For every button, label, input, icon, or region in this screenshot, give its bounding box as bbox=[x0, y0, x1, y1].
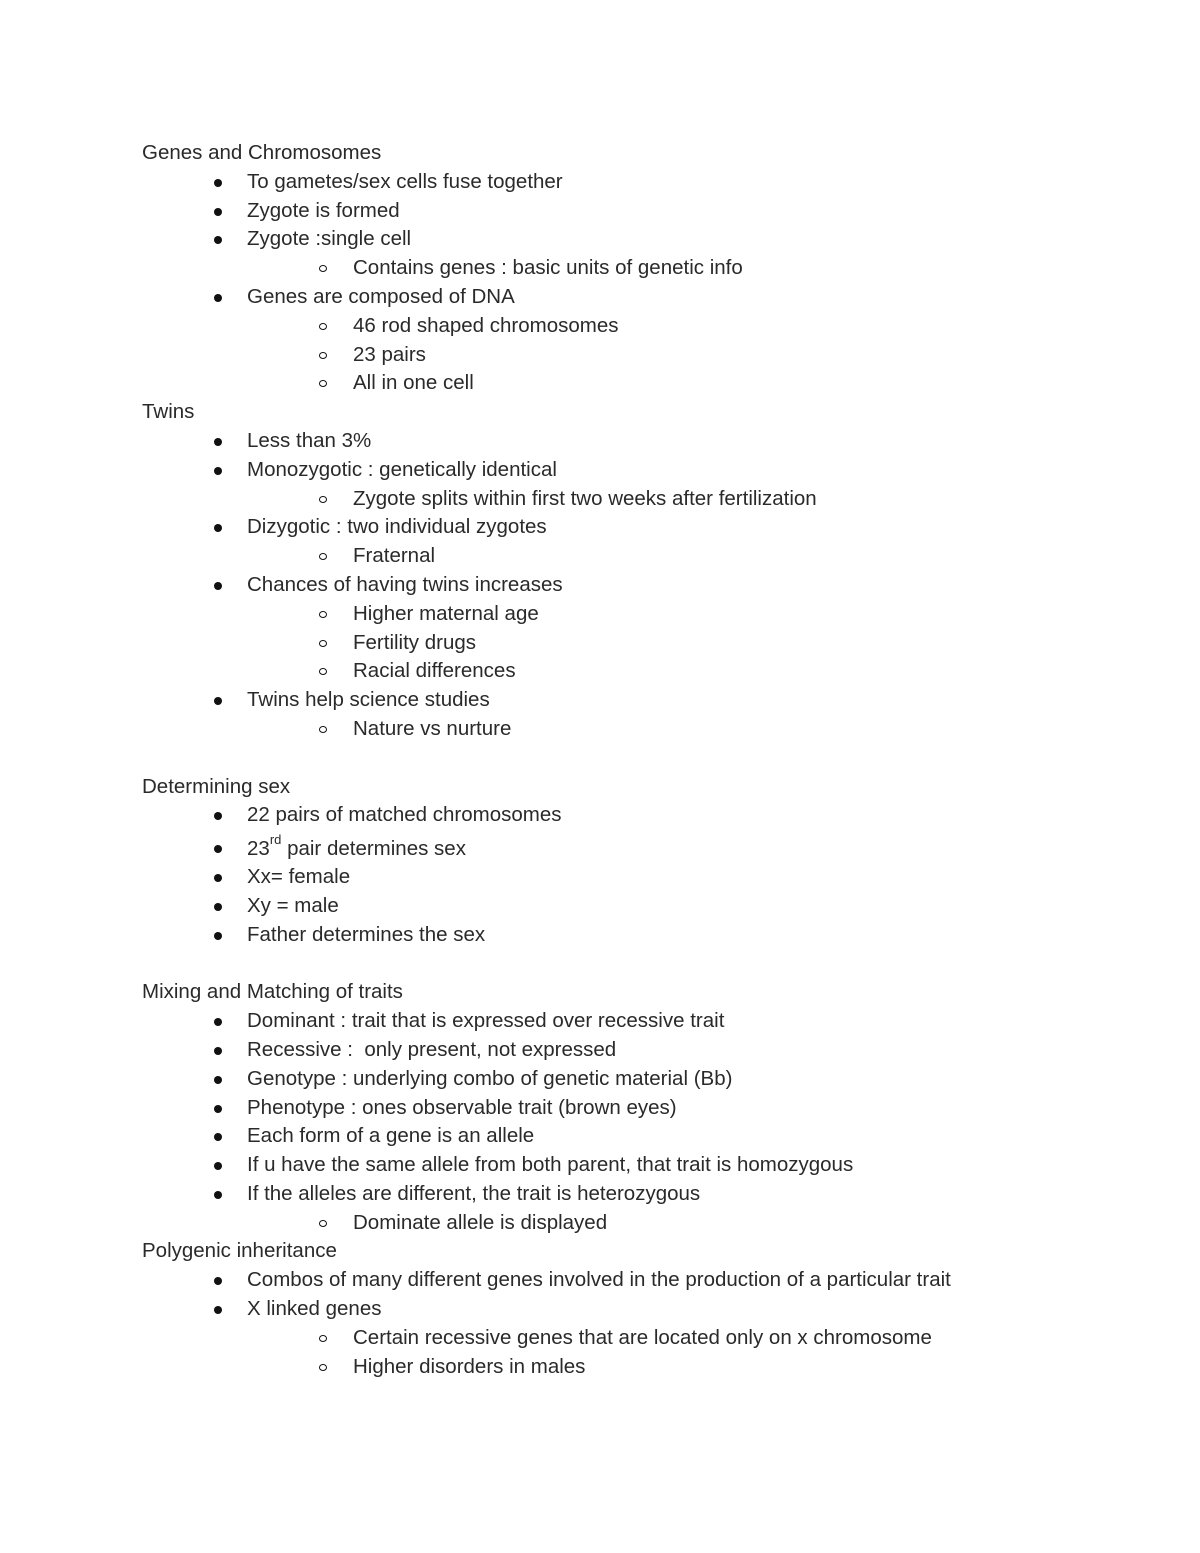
bullet-text: Chances of having twins increases bbox=[247, 572, 563, 596]
bullet-dot-icon bbox=[214, 1105, 222, 1113]
section-heading: Mixing and Matching of traits bbox=[142, 980, 403, 1004]
section-heading: Twins bbox=[142, 400, 195, 424]
sub-bullet-text: Dominate allele is displayed bbox=[353, 1210, 608, 1234]
bullet-dot-icon bbox=[214, 179, 222, 187]
bullet-item bbox=[142, 1036, 1142, 1065]
bullet-item bbox=[142, 1295, 1142, 1324]
bullet-dot-icon bbox=[214, 1191, 222, 1199]
sub-bullet-text: Contains genes : basic units of genetic info bbox=[353, 256, 743, 280]
bullet-circle-icon bbox=[319, 726, 327, 733]
document-body bbox=[142, 139, 1142, 1381]
bullet-item bbox=[142, 1065, 1142, 1094]
bullet-text: Genes are composed of DNA bbox=[247, 284, 515, 308]
bullet-text: Combos of many different genes involved in the production of a particular trait bbox=[247, 1268, 951, 1292]
bullet-item bbox=[142, 801, 1142, 830]
bullet-dot-icon bbox=[214, 812, 222, 820]
bullet-item bbox=[142, 921, 1142, 950]
sub-bullet-text: Racial differences bbox=[353, 659, 516, 683]
sub-bullet-text: Fertility drugs bbox=[353, 630, 477, 654]
bullet-item bbox=[142, 892, 1142, 921]
bullet-item bbox=[142, 225, 1142, 254]
sub-bullet-text: Higher maternal age bbox=[353, 601, 539, 625]
sub-bullet-text: Zygote splits within first two weeks after fertilization bbox=[353, 486, 817, 510]
bullet-item bbox=[142, 1151, 1142, 1180]
sub-bullet-item bbox=[142, 369, 1142, 398]
bullet-dot-icon bbox=[214, 236, 222, 244]
bullet-text: If the alleles are different, the trait is heterozygous bbox=[247, 1181, 701, 1205]
bullet-dot-icon bbox=[214, 932, 222, 940]
bullet-dot-icon bbox=[214, 1277, 222, 1285]
bullet-dot-icon bbox=[214, 697, 222, 705]
bullet-text: Zygote is formed bbox=[247, 198, 400, 222]
sub-bullet-item bbox=[142, 254, 1142, 283]
bullet-item bbox=[142, 830, 1142, 863]
bullet-dot-icon bbox=[214, 845, 222, 853]
bullet-item bbox=[142, 686, 1142, 715]
blank-line bbox=[142, 950, 1142, 979]
bullet-text: To gametes/sex cells fuse together bbox=[247, 169, 563, 193]
bullet-dot-icon bbox=[214, 438, 222, 446]
bullet-item bbox=[142, 168, 1142, 197]
bullet-circle-icon bbox=[319, 496, 327, 503]
bullet-text: X linked genes bbox=[247, 1297, 382, 1321]
section-heading: Determining sex bbox=[142, 774, 291, 798]
sub-bullet-item bbox=[142, 1353, 1142, 1382]
bullet-circle-icon bbox=[319, 640, 327, 647]
bullet-text: Zygote :single cell bbox=[247, 227, 412, 251]
bullet-item bbox=[142, 197, 1142, 226]
bullet-item bbox=[142, 1180, 1142, 1209]
sub-bullet-item bbox=[142, 542, 1142, 571]
sub-bullet-text: Fraternal bbox=[353, 544, 436, 568]
bullet-dot-icon bbox=[214, 582, 222, 590]
bullet-text-pre: 23 bbox=[247, 837, 270, 861]
sub-bullet-item bbox=[142, 312, 1142, 341]
bullet-item bbox=[142, 1122, 1142, 1151]
bullet-text: Xx= female bbox=[247, 865, 351, 889]
bullet-text: Genotype : underlying combo of genetic material (Bb) bbox=[247, 1066, 733, 1090]
sub-bullet-item bbox=[142, 341, 1142, 370]
section-heading: Polygenic inheritance bbox=[142, 1239, 337, 1263]
bullet-dot-icon bbox=[214, 1018, 222, 1026]
bullet-dot-icon bbox=[214, 294, 222, 302]
bullet-text: Monozygotic : genetically identical bbox=[247, 457, 557, 481]
bullet-text: Father determines the sex bbox=[247, 922, 486, 946]
bullet-circle-icon bbox=[319, 668, 327, 675]
blank-line bbox=[142, 744, 1142, 773]
sub-bullet-text: 23 pairs bbox=[353, 342, 426, 366]
bullet-item bbox=[142, 513, 1142, 542]
sub-bullet-item bbox=[142, 485, 1142, 514]
section-heading: Genes and Chromosomes bbox=[142, 141, 382, 164]
bullet-text: Dizygotic : two individual zygotes bbox=[247, 515, 547, 539]
bullet-circle-icon bbox=[319, 1335, 327, 1342]
bullet-text: Dominant : trait that is expressed over recessive trait bbox=[247, 1009, 725, 1033]
bullet-item bbox=[142, 1094, 1142, 1123]
bullet-circle-icon bbox=[319, 380, 327, 387]
sub-bullet-text: Higher disorders in males bbox=[353, 1354, 586, 1378]
bullet-text: Recessive : only present, not expressed bbox=[247, 1037, 617, 1061]
bullet-dot-icon bbox=[214, 1306, 222, 1314]
bullet-dot-icon bbox=[214, 903, 222, 911]
bullet-circle-icon bbox=[319, 323, 327, 330]
bullet-dot-icon bbox=[214, 524, 222, 532]
bullet-circle-icon bbox=[319, 553, 327, 560]
bullet-item bbox=[142, 863, 1142, 892]
sub-bullet-item bbox=[142, 600, 1142, 629]
bullet-circle-icon bbox=[319, 265, 327, 272]
bullet-text: Twins help science studies bbox=[247, 688, 490, 712]
bullet-text: If u have the same allele from both parent, that trait is homozygous bbox=[247, 1153, 854, 1177]
sub-bullet-item bbox=[142, 1324, 1142, 1353]
bullet-text: 22 pairs of matched chromosomes bbox=[247, 803, 562, 827]
sub-bullet-text: Nature vs nurture bbox=[353, 716, 512, 740]
bullet-text: Less than 3% bbox=[247, 428, 372, 452]
bullet-dot-icon bbox=[214, 1076, 222, 1084]
sub-bullet-item bbox=[142, 1209, 1142, 1238]
bullet-item bbox=[142, 283, 1142, 312]
bullet-dot-icon bbox=[214, 1133, 222, 1141]
bullet-dot-icon bbox=[214, 1047, 222, 1055]
sub-bullet-item bbox=[142, 657, 1142, 686]
sub-bullet-text: Certain recessive genes that are located only on x chromosome bbox=[353, 1325, 932, 1349]
bullet-text-post: pair determines sex bbox=[281, 837, 466, 861]
bullet-circle-icon bbox=[319, 611, 327, 618]
sub-bullet-item bbox=[142, 629, 1142, 658]
bullet-item bbox=[142, 1007, 1142, 1036]
bullet-text: Xy = male bbox=[247, 893, 339, 917]
bullet-item bbox=[142, 571, 1142, 600]
bullet-text: Phenotype : ones observable trait (brown eyes) bbox=[247, 1095, 677, 1119]
bullet-dot-icon bbox=[214, 467, 222, 475]
bullet-text-sup: rd bbox=[269, 832, 282, 848]
bullet-item bbox=[142, 427, 1142, 456]
bullet-item bbox=[142, 456, 1142, 485]
bullet-circle-icon bbox=[319, 352, 327, 359]
sub-bullet-text: All in one cell bbox=[353, 371, 474, 395]
bullet-dot-icon bbox=[214, 874, 222, 882]
sub-bullet-item bbox=[142, 715, 1142, 744]
bullet-circle-icon bbox=[319, 1220, 327, 1227]
bullet-dot-icon bbox=[214, 1162, 222, 1170]
bullet-item bbox=[142, 1266, 1142, 1295]
bullet-dot-icon bbox=[214, 208, 222, 216]
bullet-circle-icon bbox=[319, 1364, 327, 1371]
bullet-text: Each form of a gene is an allele bbox=[247, 1124, 535, 1148]
sub-bullet-text: 46 rod shaped chromosomes bbox=[353, 313, 619, 337]
